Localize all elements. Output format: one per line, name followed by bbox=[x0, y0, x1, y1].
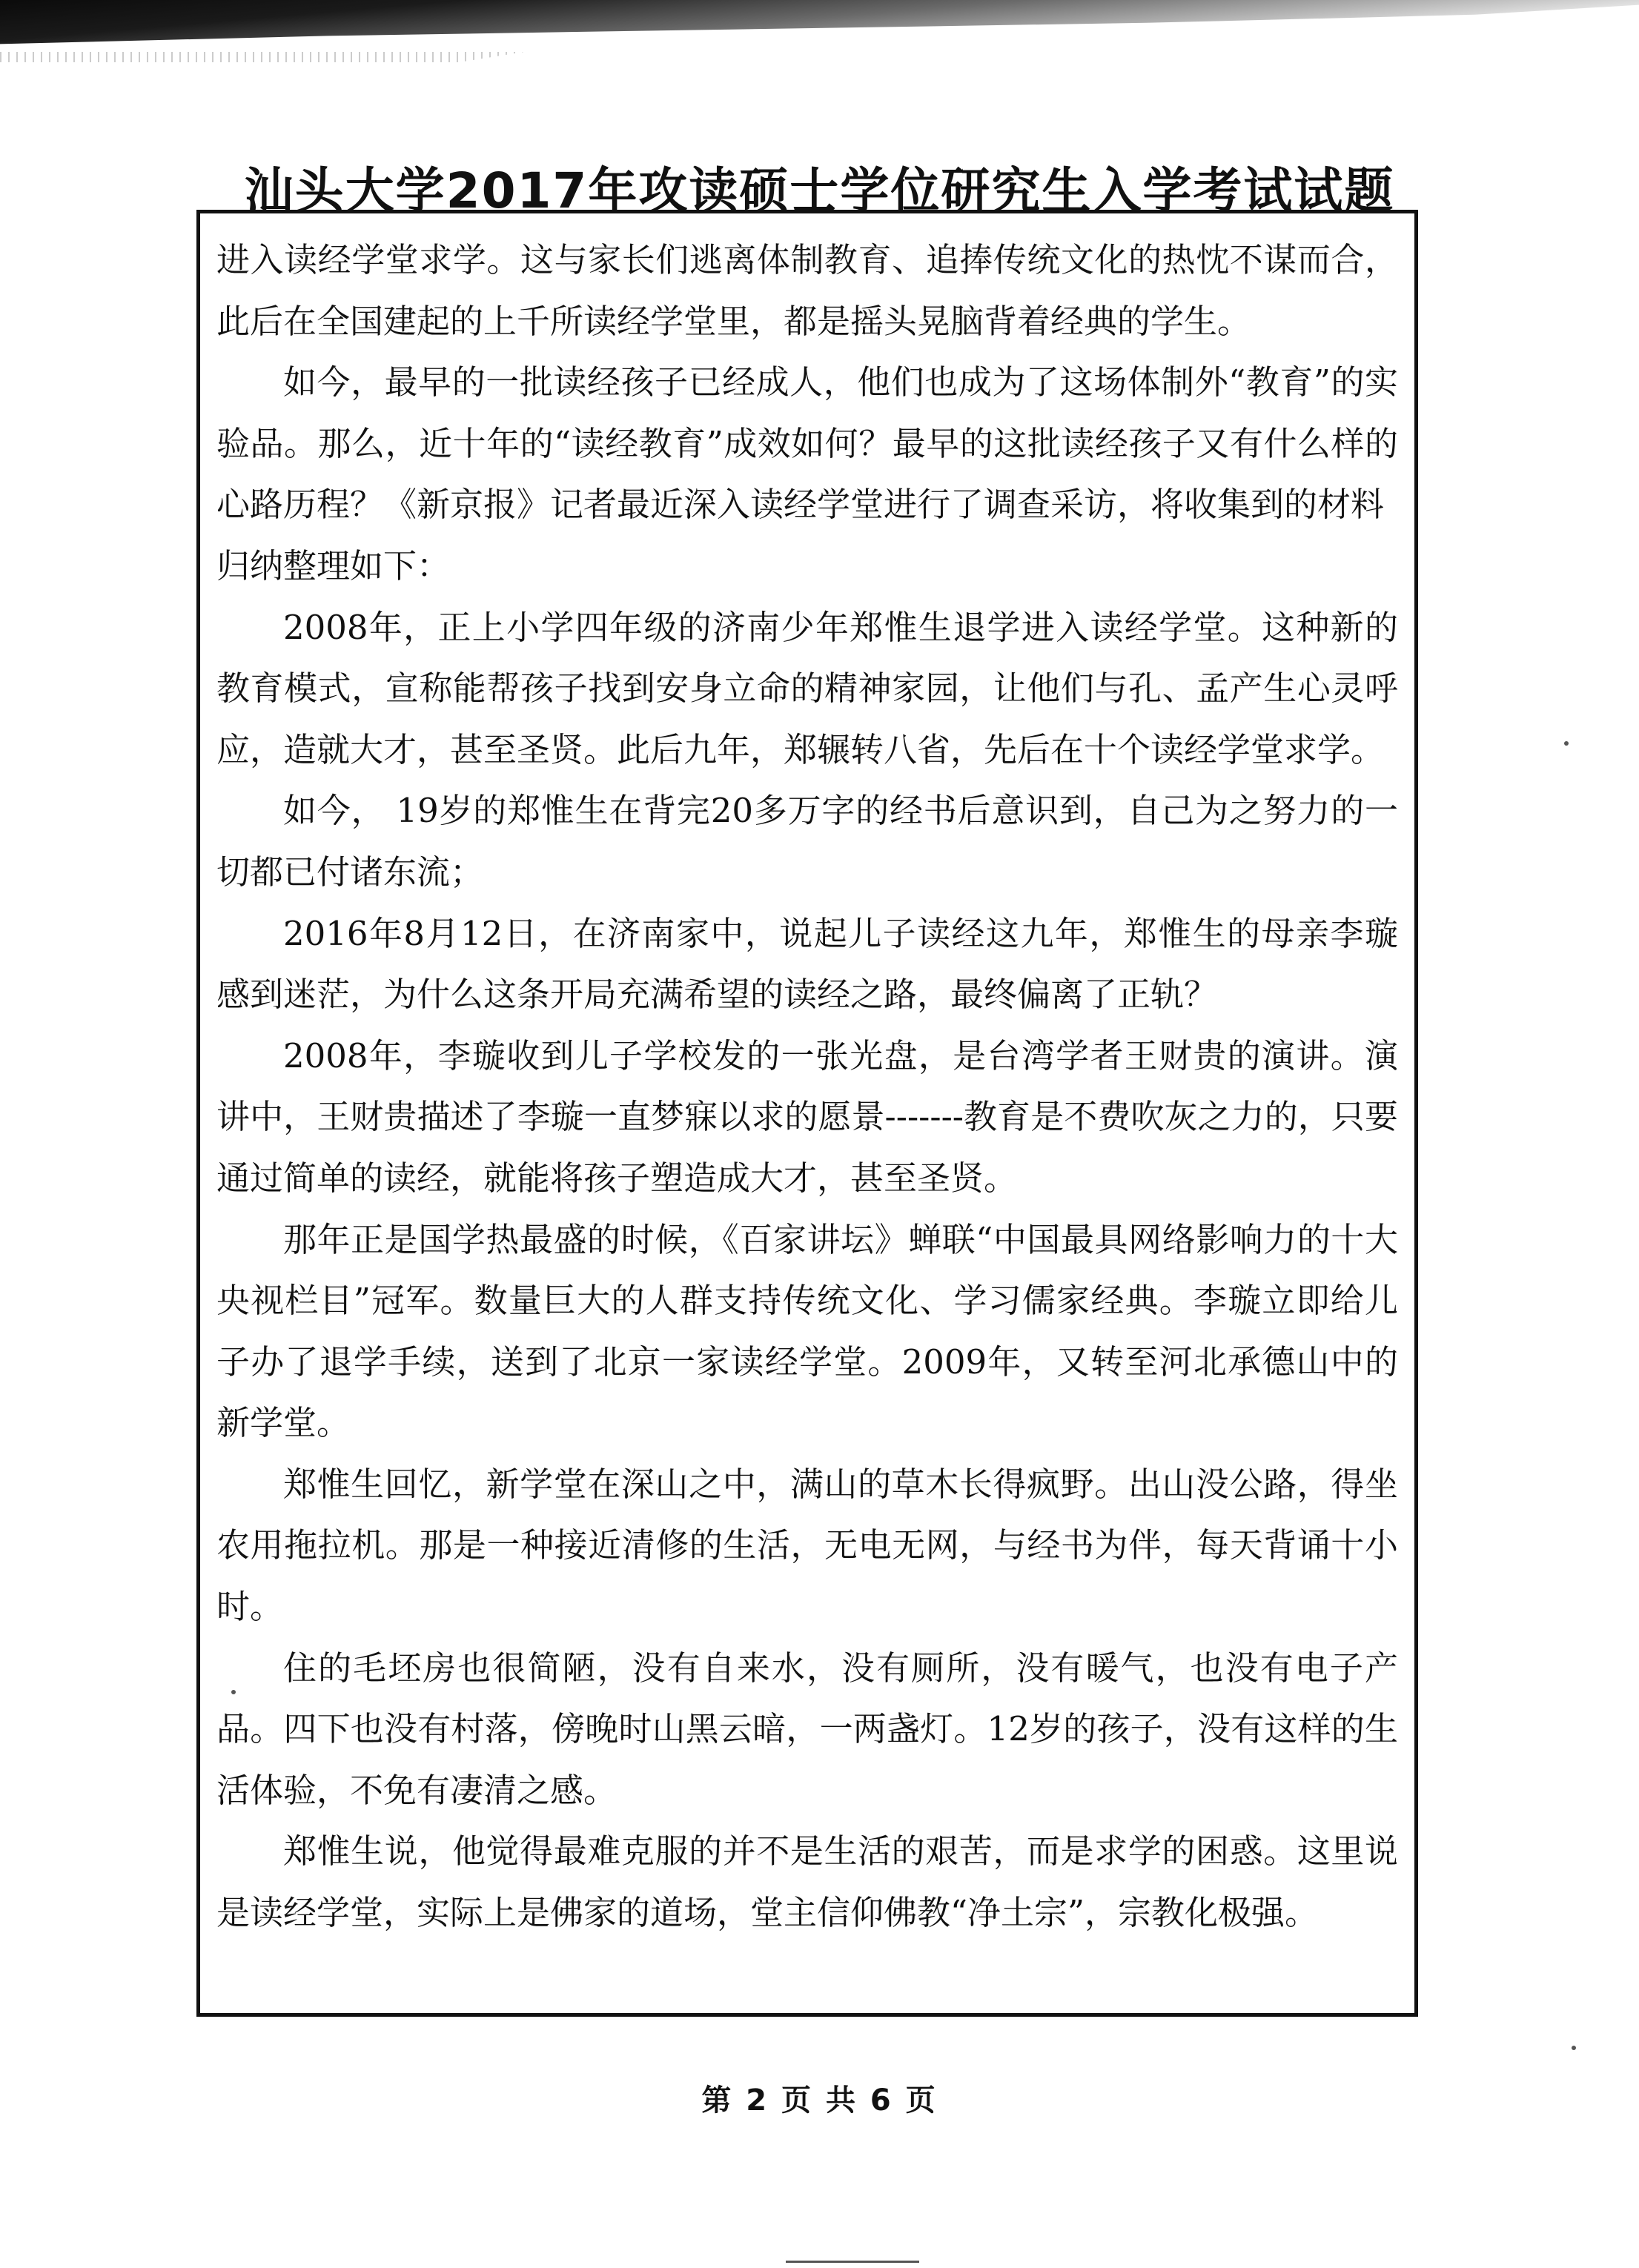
scan-speck bbox=[231, 1690, 236, 1694]
page-number: 第 2 页 共 6 页 bbox=[701, 2083, 938, 2118]
paragraph-11: 郑惟生说，他觉得最难克服的并不是生活的艰苦，而是求学的困惑。这里说是读经学堂，实际上是佛家的道场，堂主信仰佛教“净土宗”，宗教化极强。 bbox=[216, 1831, 1398, 1933]
paragraph-10: 住的毛坯房也很简陋，没有自来水，没有厕所，没有暖气，也没有电子产品。四下也没有村落，傍晚时山黑云暗，一两盏灯。12岁的孩子，没有这样的生活体验，不免有凄清之感。 bbox=[216, 1648, 1398, 1810]
scan-speck bbox=[786, 2261, 919, 2263]
paragraph-1: 进入读经学堂求学。这与家长们逃离体制教育、追捧传统文化的热忱不谋而合，此后在全国建起的上千所读经学堂里，都是摇头晃脑背着经典的学生。 bbox=[216, 240, 1398, 341]
paragraph-6: 2016年8月12日，在济南家中，说起儿子读经这九年，郑惟生的母亲李璇感到迷茫，为什么这条开局充满希望的读经之路，最终偏离了正轨？ bbox=[216, 913, 1398, 1015]
scan-speck bbox=[1572, 2046, 1576, 2050]
paragraph-2: 如今，最早的一批读经孩子已经成人，他们也成为了这场体制外“教育”的实验品。那么，近十年的“读经教育”成效如何？最早的这批读经孩子又有什么样的心路历程？《新京报》记者最近深入读经学堂进行了调查采访，将收集到的材料 bbox=[216, 362, 1398, 525]
paragraph-4: 2008年，正上小学四年级的济南少年郑惟生退学进入读经学堂。这种新的教育模式，宣称能帮孩子找到安身立命的精神家园，让他们与孔、孟产生心灵呼应，造就大才，甚至圣贤。此后九年，郑辗转八省，先后在十个读经学堂求学。 bbox=[216, 607, 1398, 769]
paragraph-9: 郑惟生回忆，新学堂在深山之中，满山的草木长得疯野。出山没公路，得坐农用拖拉机。那是一种接近清修的生活，无电无网，与经书为伴，每天背诵十小时。 bbox=[216, 1464, 1398, 1627]
page-title: 汕头大学2017年攻读硕士学位研究生入学考试试题 bbox=[244, 162, 1395, 220]
scan-noise bbox=[0, 52, 1639, 62]
paragraph-8: 那年正是国学热最盛的时候，《百家讲坛》蝉联“中国最具网络影响力的十大央视栏目”冠军。数量巨大的人群支持传统文化、学习儒家经典。李璇立即给儿子办了退学手续，送到了北京一家读经学堂。2009年，又转至河北承德山中的新学堂。 bbox=[216, 1219, 1398, 1443]
paragraph-5: 如今， 19岁的郑惟生在背完20多万字的经书后意识到，自己为之努力的一切都已付诸东流； bbox=[216, 791, 1398, 892]
scan-speck bbox=[1564, 741, 1569, 746]
paragraph-7: 2008年，李璇收到儿子学校发的一张光盘，是台湾学者王财贵的演讲。演讲中，王财贵描述了李璇一直梦寐以求的愿景-------教育是不费吹灰之力的，只要通过简单的读经，就能将孩子塑造成大才，甚至圣贤。 bbox=[216, 1035, 1398, 1198]
scan-shadow-edge bbox=[0, 0, 1639, 82]
exam-content-box bbox=[196, 210, 1418, 2017]
paragraph-3: 归纳整理如下： bbox=[216, 546, 451, 586]
